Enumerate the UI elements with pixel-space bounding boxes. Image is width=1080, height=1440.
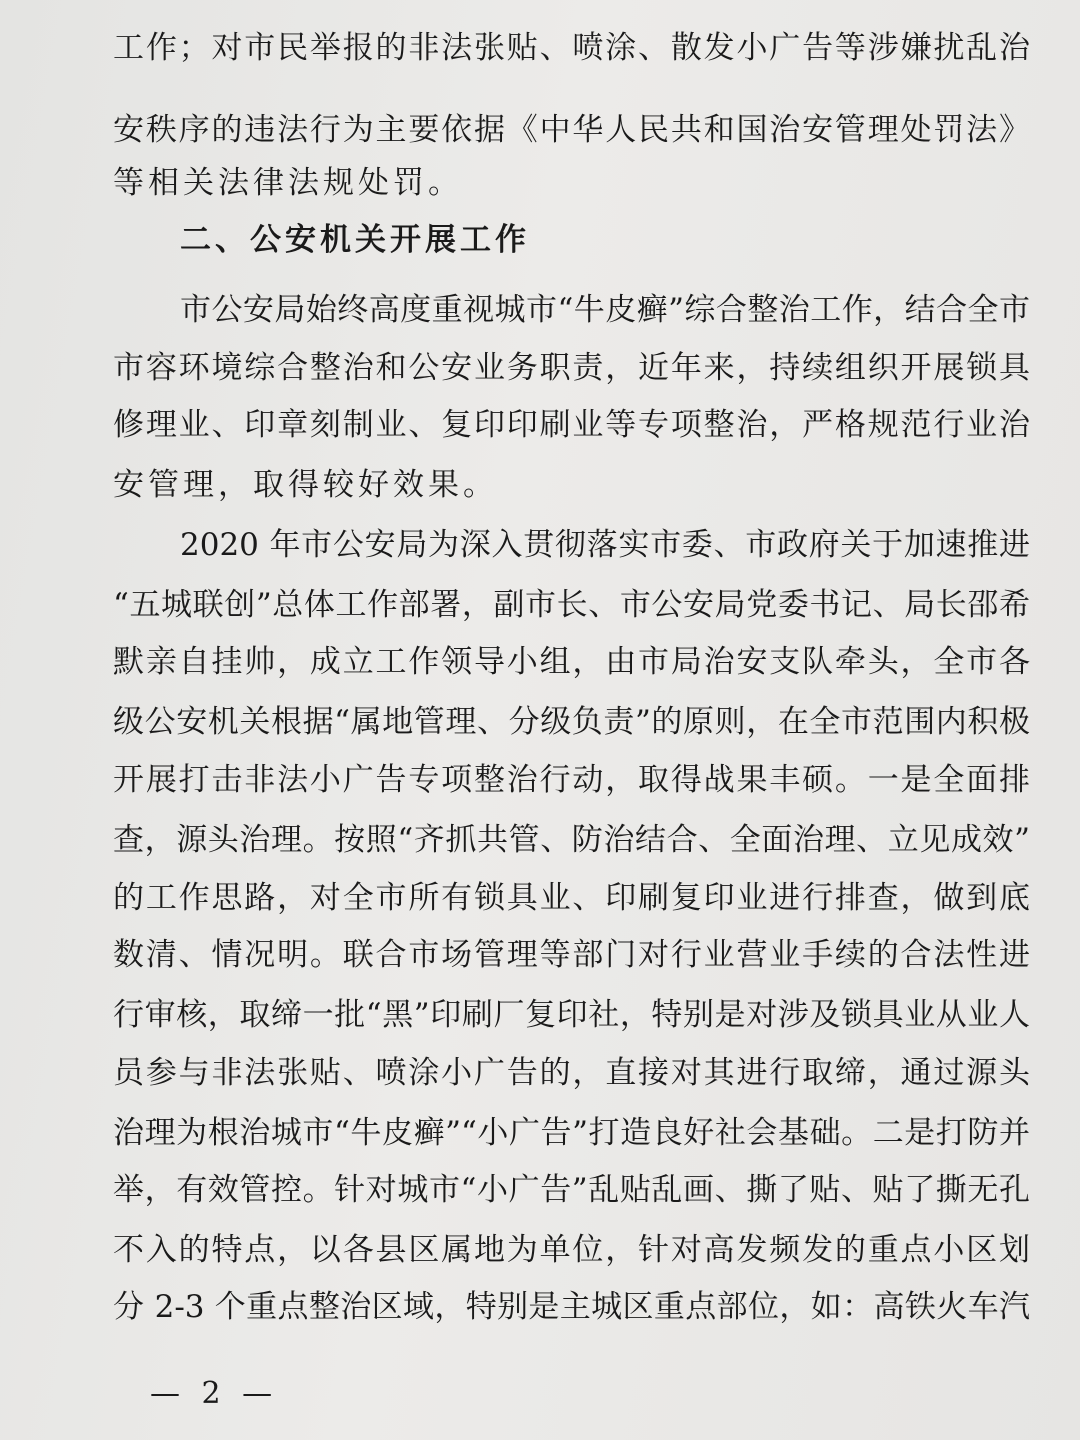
- body-text-line: 开展打击非法小广告专项整治行动，取得战果丰硕。一是全面排: [113, 762, 1030, 798]
- body-text-line: 工作；对市民举报的非法张贴、喷涂、散发小广告等涉嫌扰乱治: [113, 30, 1030, 66]
- body-text-line: 等相关法律法规处罚。: [113, 165, 463, 201]
- body-text-line: 市容环境综合整治和公安业务职责，近年来，持续组织开展锁具: [113, 350, 1030, 386]
- body-text-line: 修理业、印章刻制业、复印印刷业等专项整治，严格规范行业治: [113, 407, 1030, 443]
- body-text-line: 分 2-3 个重点整治区域，特别是主城区重点部位，如：高铁火车汽: [113, 1289, 1030, 1325]
- body-text-line: 安秩序的违法行为主要依据《中华人民共和国治安管理处罚法》: [113, 112, 1030, 148]
- body-text-line: 数清、情况明。联合市场管理等部门对行业营业手续的合法性进: [113, 937, 1030, 973]
- body-text-line: 默亲自挂帅，成立工作领导小组，由市局治安支队牵头，全市各: [113, 644, 1030, 680]
- body-text-line: 治理为根治城市“牛皮癣”“小广告”打造良好社会基础。二是打防并: [113, 1115, 1030, 1151]
- body-text-line: 查，源头治理。按照“齐抓共管、防治结合、全面治理、立见成效”: [113, 822, 1030, 858]
- body-text-line: 员参与非法张贴、喷涂小广告的，直接对其进行取缔，通过源头: [113, 1055, 1030, 1091]
- body-text-line: 举，有效管控。针对城市“小广告”乱贴乱画、撕了贴、贴了撕无孔: [113, 1172, 1030, 1208]
- page-number: — 2 —: [150, 1376, 279, 1411]
- section-heading: 二、公安机关开展工作: [180, 222, 530, 258]
- body-text-line: 安管理，取得较好效果。: [113, 467, 498, 503]
- body-text-line: 级公安机关根据“属地管理、分级负责”的原则，在全市范围内积极: [113, 704, 1030, 740]
- body-text-line: 不入的特点，以各县区属地为单位，针对高发频发的重点小区划: [113, 1232, 1030, 1268]
- body-text-line: 行审核，取缔一批“黑”印刷厂复印社，特别是对涉及锁具业从业人: [113, 997, 1030, 1033]
- body-text-line: 市公安局始终高度重视城市“牛皮癣”综合整治工作，结合全市: [180, 292, 1030, 328]
- body-text-line: “五城联创”总体工作部署，副市长、市公安局党委书记、局长邵希: [113, 587, 1030, 623]
- body-text-line: 2020 年市公安局为深入贯彻落实市委、市政府关于加速推进: [180, 527, 1030, 563]
- body-text-line: 的工作思路，对全市所有锁具业、印刷复印业进行排查，做到底: [113, 880, 1030, 916]
